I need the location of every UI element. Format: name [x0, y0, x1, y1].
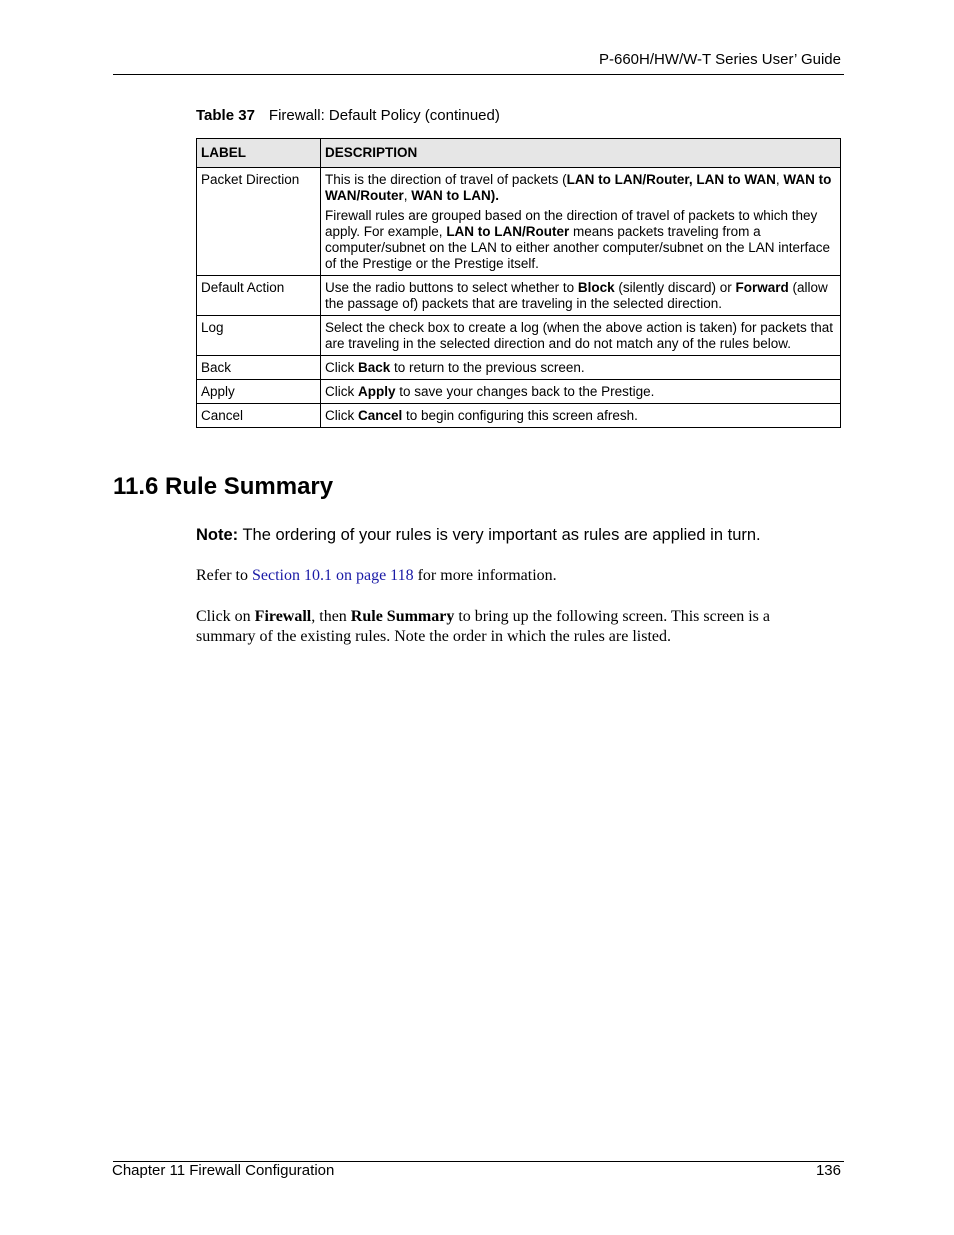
- bold-text: Rule Summary: [350, 608, 455, 625]
- text: Firewall rules are grouped based on the direction of travel of packets to which they apply. For example,: [325, 208, 818, 239]
- bold-text: Forward: [735, 280, 789, 295]
- row-label: Apply: [197, 380, 321, 404]
- running-header: P-660H/HW/W-T Series User’ Guide: [598, 51, 841, 68]
- table-row: [197, 380, 841, 404]
- row-description: [321, 404, 841, 428]
- table-header-row: [197, 139, 841, 168]
- text: Click: [325, 360, 358, 375]
- bold-text: Apply: [358, 384, 396, 399]
- bold-text: Back: [358, 360, 391, 375]
- page-number: 136: [815, 1162, 841, 1179]
- table-caption: [196, 107, 500, 124]
- section-heading: 11.6 Rule Summary: [113, 473, 334, 500]
- text: for more information.: [413, 567, 557, 584]
- instruction-paragraph: [196, 607, 821, 647]
- bold-text: Firewall: [254, 608, 312, 625]
- description-paragraph: [325, 208, 836, 272]
- text: (allow the passage of) packets that are traveling in the selected direction.: [325, 280, 828, 311]
- table-caption-number: Table 37: [196, 107, 255, 124]
- text: , then: [311, 608, 351, 625]
- bold-text: LAN to LAN/Router, LAN to WAN: [566, 172, 776, 187]
- text: ,: [775, 172, 784, 187]
- label-column-header: LABEL: [197, 139, 321, 168]
- text: Click on: [196, 608, 255, 625]
- row-label: Back: [197, 356, 321, 380]
- text: to bring up the following screen. This screen is a summary of the existing rules. Note the order in which the rules are listed.: [196, 608, 770, 645]
- footer-chapter: Chapter 11 Firewall Configuration: [112, 1162, 335, 1179]
- bold-text: WAN to WAN/Router: [325, 172, 832, 203]
- bold-text: WAN to LAN).: [411, 188, 499, 203]
- table-row: [197, 316, 841, 356]
- table-caption-text: Firewall: Default Policy (continued): [268, 107, 500, 124]
- description-column-header: DESCRIPTION: [321, 139, 841, 168]
- bold-text: Block: [577, 280, 615, 295]
- note-text: The ordering of your rules is very important as rules are applied in turn.: [238, 526, 761, 544]
- note-paragraph: [196, 526, 841, 545]
- header-divider: [113, 74, 844, 75]
- table-row: [197, 276, 841, 316]
- text: Use the radio buttons to select whether to: [325, 280, 578, 295]
- firewall-default-policy-table: [196, 138, 841, 428]
- description-paragraph: [325, 172, 836, 204]
- row-description: [321, 380, 841, 404]
- row-label: Log: [197, 316, 321, 356]
- text: (silently discard) or: [614, 280, 736, 295]
- row-description: [321, 276, 841, 316]
- row-label: Default Action: [197, 276, 321, 316]
- text: to return to the previous screen.: [390, 360, 585, 375]
- bold-text: Cancel: [358, 408, 403, 423]
- text: Click: [325, 384, 358, 399]
- row-label: Cancel: [197, 404, 321, 428]
- text: Click: [325, 408, 358, 423]
- bold-text: LAN to LAN/Router: [446, 224, 570, 239]
- row-description: Select the check box to create a log (when the above action is taken) for packets that are traveling in the selected direction and do not match any of the rules below.: [321, 316, 841, 356]
- text: means packets traveling from a computer/subnet on the LAN to either another computer/subnet on the LAN interface of the Prestige or the Prestige itself.: [325, 224, 831, 271]
- table-row: [197, 168, 841, 276]
- table-row: [197, 404, 841, 428]
- note-label: Note:: [196, 526, 239, 544]
- row-label: Packet Direction: [197, 168, 321, 276]
- row-description: [321, 168, 841, 276]
- reference-paragraph: [196, 566, 841, 586]
- text: This is the direction of travel of packets (: [325, 172, 567, 187]
- table-row: [197, 356, 841, 380]
- row-description: [321, 356, 841, 380]
- text: to save your changes back to the Prestige.: [395, 384, 655, 399]
- text: ,: [403, 188, 412, 203]
- text: Refer to: [196, 567, 252, 584]
- section-link[interactable]: Section 10.1 on page 118: [251, 567, 414, 584]
- text: to begin configuring this screen afresh.: [402, 408, 638, 423]
